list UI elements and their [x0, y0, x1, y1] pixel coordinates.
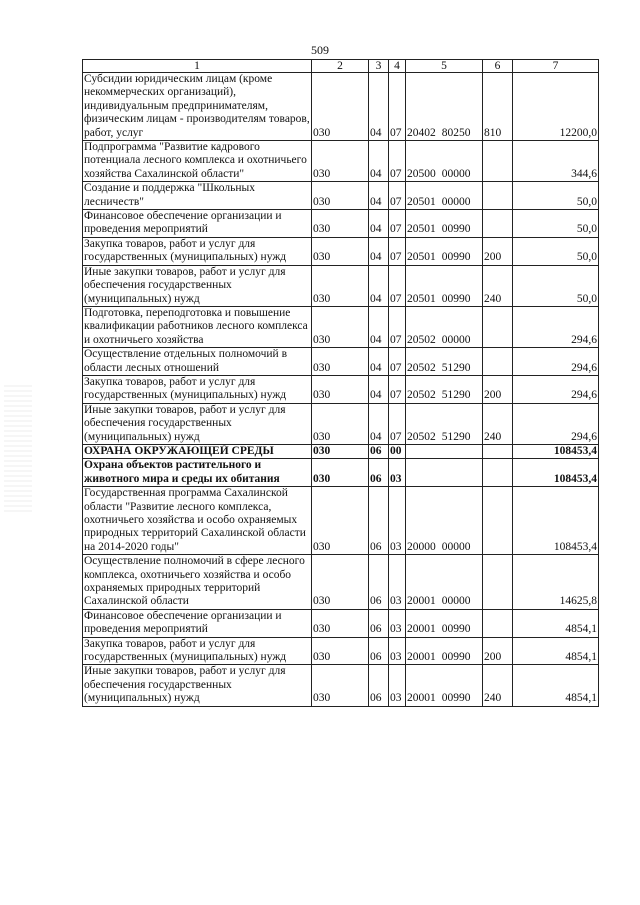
- row-target-article: [406, 237, 483, 265]
- col-header-4: 4: [389, 60, 406, 73]
- table-row: [83, 73, 599, 141]
- row-section: 06: [369, 637, 389, 665]
- row-expense-type: 200: [483, 237, 513, 265]
- row-target-program: 20501: [407, 223, 436, 236]
- row-admin-code: 030: [312, 375, 369, 403]
- row-amount: 108453,4: [513, 487, 599, 555]
- row-target-article: [406, 182, 483, 210]
- row-target-direction: 51290: [441, 430, 471, 443]
- row-target-direction: 00000: [441, 540, 471, 553]
- row-section: 06: [369, 444, 389, 458]
- row-expense-type: 240: [483, 403, 513, 444]
- row-expense-type: [483, 141, 513, 182]
- row-expense-type: [483, 487, 513, 555]
- row-section: 04: [369, 237, 389, 265]
- scan-artifact: [4, 385, 32, 515]
- row-subsection: 03: [389, 665, 406, 706]
- row-section: 04: [369, 306, 389, 347]
- row-name: Закупка товаров, работ и услуг для государственных (муниципальных) нужд: [83, 237, 312, 265]
- row-target-article: [406, 210, 483, 238]
- row-subsection: 00: [389, 444, 406, 458]
- row-target-direction: 00000: [441, 333, 471, 346]
- table-row: [83, 182, 599, 210]
- row-expense-type: [483, 182, 513, 210]
- row-target-program: 20500: [407, 167, 436, 180]
- row-target-program: 20000: [407, 540, 436, 553]
- row-admin-code: 030: [312, 306, 369, 347]
- table-row: [83, 237, 599, 265]
- row-target-direction: 00000: [441, 595, 471, 608]
- row-subsection: 07: [389, 348, 406, 376]
- row-name: Подпрограмма "Развитие кадрового потенциала лесного комплекса и охотничьего хозяйства Сахалинской области": [83, 141, 312, 182]
- row-admin-code: 030: [312, 182, 369, 210]
- row-target-program: 20501: [407, 292, 436, 305]
- table-row: [83, 306, 599, 347]
- row-expense-type: 240: [483, 265, 513, 306]
- row-subsection: 03: [389, 555, 406, 610]
- table-row: [83, 459, 599, 487]
- row-name: Подготовка, переподготовка и повышение квалификации работников лесного комплекса и охотничьего хозяйства: [83, 306, 312, 347]
- col-header-3: 3: [369, 60, 389, 73]
- row-expense-type: 240: [483, 665, 513, 706]
- row-section: 04: [369, 348, 389, 376]
- row-target-article: [406, 73, 483, 141]
- row-section: 06: [369, 487, 389, 555]
- row-subsection: 03: [389, 637, 406, 665]
- row-target-direction: 51290: [441, 389, 471, 402]
- row-subsection: 07: [389, 237, 406, 265]
- row-target-article: [406, 637, 483, 665]
- row-amount: 294,6: [513, 348, 599, 376]
- row-expense-type: 200: [483, 375, 513, 403]
- row-subsection: 03: [389, 487, 406, 555]
- table-row: [83, 555, 599, 610]
- row-amount: 4854,1: [513, 665, 599, 706]
- row-section: 04: [369, 73, 389, 141]
- row-target-program: 20402: [407, 126, 436, 139]
- row-target-article: [406, 555, 483, 610]
- row-target-program: 20502: [407, 430, 436, 443]
- row-target-article: [406, 609, 483, 637]
- row-target-article: [406, 141, 483, 182]
- row-target-article: [406, 487, 483, 555]
- table-row: [83, 487, 599, 555]
- row-name: Иные закупки товаров, работ и услуг для обеспечения государственных (муниципальных) нужд: [83, 403, 312, 444]
- row-amount: 294,6: [513, 375, 599, 403]
- row-section: 04: [369, 141, 389, 182]
- row-name: ОХРАНА ОКРУЖАЮЩЕЙ СРЕДЫ: [83, 444, 312, 458]
- row-expense-type: 200: [483, 637, 513, 665]
- table-row: [83, 348, 599, 376]
- row-admin-code: 030: [312, 609, 369, 637]
- row-target-program: 20502: [407, 361, 436, 374]
- row-target-program: 20501: [407, 195, 436, 208]
- row-target-direction: 00000: [441, 195, 471, 208]
- row-subsection: 07: [389, 265, 406, 306]
- row-target-article: [406, 444, 483, 458]
- row-amount: 344,6: [513, 141, 599, 182]
- row-target-direction: 51290: [441, 361, 471, 374]
- row-subsection: 07: [389, 141, 406, 182]
- row-name: Закупка товаров, работ и услуг для государственных (муниципальных) нужд: [83, 637, 312, 665]
- row-amount: 4854,1: [513, 609, 599, 637]
- row-admin-code: 030: [312, 665, 369, 706]
- page-number: 509: [311, 43, 329, 57]
- row-target-program: 20502: [407, 389, 436, 402]
- row-name: Государственная программа Сахалинской области "Развитие лесного комплекса, охотничьего хозяйства и особо охраняемых природных территорий Сахалинской области на 2014-2020 годы": [83, 487, 312, 555]
- row-expense-type: 810: [483, 73, 513, 141]
- row-expense-type: [483, 609, 513, 637]
- row-amount: 108453,4: [513, 444, 599, 458]
- row-target-article: [406, 459, 483, 487]
- row-admin-code: 030: [312, 73, 369, 141]
- row-section: 06: [369, 555, 389, 610]
- row-amount: 14625,8: [513, 555, 599, 610]
- col-header-6: 6: [483, 60, 513, 73]
- row-target-program: 20001: [407, 651, 436, 664]
- row-section: 06: [369, 609, 389, 637]
- row-name: Закупка товаров, работ и услуг для государственных (муниципальных) нужд: [83, 375, 312, 403]
- row-admin-code: 030: [312, 265, 369, 306]
- table-row: [83, 665, 599, 706]
- row-admin-code: 030: [312, 237, 369, 265]
- row-admin-code: 030: [312, 403, 369, 444]
- row-section: 04: [369, 182, 389, 210]
- row-expense-type: [483, 210, 513, 238]
- row-target-direction: 00990: [441, 223, 471, 236]
- row-name: Создание и поддержка "Школьных лесничеств": [83, 182, 312, 210]
- row-expense-type: [483, 348, 513, 376]
- row-section: 04: [369, 375, 389, 403]
- row-amount: 294,6: [513, 306, 599, 347]
- row-target-article: [406, 348, 483, 376]
- row-subsection: 07: [389, 182, 406, 210]
- row-section: 04: [369, 210, 389, 238]
- row-amount: 4854,1: [513, 637, 599, 665]
- row-target-program: 20001: [407, 595, 436, 608]
- row-name: Охрана объектов растительного и животного мира и среды их обитания: [83, 459, 312, 487]
- row-target-direction: 80250: [441, 126, 471, 139]
- row-subsection: 07: [389, 73, 406, 141]
- row-target-article: [406, 665, 483, 706]
- row-admin-code: 030: [312, 487, 369, 555]
- row-admin-code: 030: [312, 459, 369, 487]
- row-expense-type: [483, 459, 513, 487]
- row-target-direction: 00990: [441, 292, 471, 305]
- row-name: Субсидии юридическим лицам (кроме некоммерческих организаций), индивидуальным предпринимателям, физическим лицам - производителям товаров, работ, услуг: [84, 73, 310, 139]
- table-row: [83, 637, 599, 665]
- row-admin-code: 030: [312, 555, 369, 610]
- row-target-article: [406, 306, 483, 347]
- row-expense-type: [483, 306, 513, 347]
- row-target-article: [406, 265, 483, 306]
- table-row: [83, 403, 599, 444]
- row-admin-code: 030: [312, 141, 369, 182]
- row-target-program: 20001: [407, 692, 436, 705]
- row-target-program: 20001: [407, 623, 436, 636]
- row-amount: 50,0: [513, 182, 599, 210]
- row-amount: 108453,4: [513, 459, 599, 487]
- row-expense-type: [483, 444, 513, 458]
- row-subsection: 03: [389, 459, 406, 487]
- budget-table: [82, 59, 599, 707]
- row-name: Иные закупки товаров, работ и услуг для обеспечения государственных (муниципальных) нужд: [83, 665, 312, 706]
- row-subsection: 07: [389, 306, 406, 347]
- row-target-program: 20502: [407, 333, 436, 346]
- row-target-direction: 00990: [441, 651, 471, 664]
- row-subsection: 07: [389, 375, 406, 403]
- col-header-2: 2: [312, 60, 369, 73]
- col-header-1: 1: [83, 60, 312, 73]
- row-amount: 12200,0: [513, 73, 599, 141]
- header-row: [83, 60, 599, 73]
- row-section: 06: [369, 459, 389, 487]
- row-amount: 50,0: [513, 210, 599, 238]
- row-name: Финансовое обеспечение организации и проведения мероприятий: [83, 609, 312, 637]
- row-admin-code: 030: [312, 210, 369, 238]
- col-header-5: 5: [406, 60, 483, 73]
- row-name: Осуществление полномочий в сфере лесного комплекса, охотничьего хозяйства и особо охраняемых природных территорий Сахалинской области: [83, 555, 312, 610]
- row-admin-code: 030: [312, 444, 369, 458]
- table-body: [83, 73, 599, 707]
- row-section: 04: [369, 265, 389, 306]
- table-row: [83, 141, 599, 182]
- row-target-direction: 00990: [441, 692, 471, 705]
- table-row: [83, 375, 599, 403]
- row-expense-type: [483, 555, 513, 610]
- row-target-direction: 00000: [441, 167, 471, 180]
- row-target-article: [406, 403, 483, 444]
- row-subsection: 07: [389, 210, 406, 238]
- table-row: [83, 444, 599, 458]
- row-amount: 50,0: [513, 237, 599, 265]
- row-name: Финансовое обеспечение организации и проведения мероприятий: [83, 210, 312, 238]
- row-amount: 50,0: [513, 265, 599, 306]
- row-section: 06: [369, 665, 389, 706]
- row-name: Иные закупки товаров, работ и услуг для обеспечения государственных (муниципальных) нужд: [83, 265, 312, 306]
- row-subsection: 03: [389, 609, 406, 637]
- row-target-program: 20501: [407, 251, 436, 264]
- row-target-direction: 00990: [441, 623, 471, 636]
- row-name: Осуществление отдельных полномочий в области лесных отношений: [83, 348, 312, 376]
- row-subsection: 07: [389, 403, 406, 444]
- table-row: [83, 265, 599, 306]
- row-admin-code: 030: [312, 637, 369, 665]
- row-target-article: [406, 375, 483, 403]
- row-section: 04: [369, 403, 389, 444]
- table-row: [83, 609, 599, 637]
- table-row: [83, 210, 599, 238]
- row-amount: 294,6: [513, 403, 599, 444]
- col-header-7: 7: [513, 60, 599, 73]
- row-admin-code: 030: [312, 348, 369, 376]
- row-target-direction: 00990: [441, 251, 471, 264]
